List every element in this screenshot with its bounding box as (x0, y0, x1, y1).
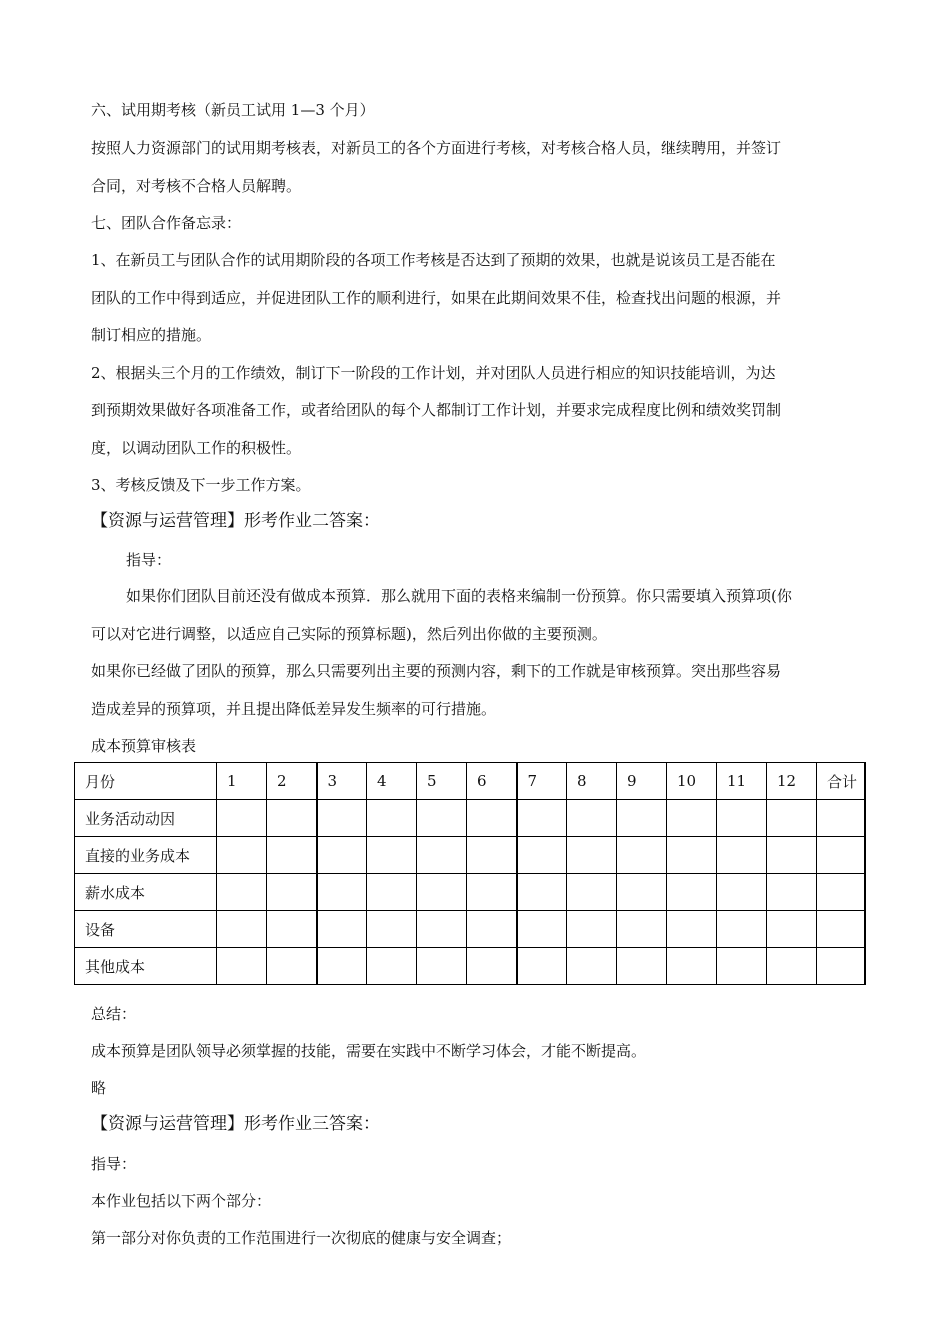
table-cell (367, 800, 417, 837)
summary-text: 成本预算是团队领导必须掌握的技能，需要在实践中不断学习体会，才能不断提高。 (91, 1042, 647, 1060)
table-cell (517, 911, 567, 948)
table-cell (367, 874, 417, 911)
section-6-body-line-1: 按照人力资源部门的试用期考核表，对新员工的各个方面进行考核，对考核合格人员，继续聘用，并签订 (91, 139, 782, 157)
table-row (75, 948, 865, 985)
section-7-item-2-line-2: 到预期效果做好各项准备工作，或者给团队的每个人都制订工作计划，并要求完成程度比例和绩效奖罚制 (91, 401, 782, 419)
table-cell (417, 800, 467, 837)
table-cell (217, 837, 267, 874)
table-cell (817, 800, 865, 837)
table-header-cell: 5 (417, 763, 467, 800)
table-header-cell: 11 (717, 763, 767, 800)
table-cell (267, 911, 317, 948)
table-cell (367, 948, 417, 985)
table-cell (517, 837, 567, 874)
table-row (75, 911, 865, 948)
hw3-guide-label: 指导： (91, 1155, 137, 1173)
table-cell (467, 800, 517, 837)
table-header-cell: 2 (267, 763, 317, 800)
table-header-cell: 6 (467, 763, 517, 800)
table-row (75, 837, 865, 874)
section-7-item-1-line-1: 1、在新员工与团队合作的试用期阶段的各项工作考核是否达到了预期的效果，也就是说该员工是否能在 (91, 251, 776, 269)
table-header-cell: 月份 (75, 763, 217, 800)
table-header-cell: 12 (767, 763, 817, 800)
table-cell (217, 800, 267, 837)
table-header-cell: 3 (317, 763, 367, 800)
table-cell (217, 874, 267, 911)
table-cell (567, 948, 617, 985)
table-cell (467, 911, 517, 948)
table-header-cell: 4 (367, 763, 417, 800)
hw2-guide-label: 指导： (126, 551, 172, 569)
table-row (75, 800, 865, 837)
table-cell (267, 800, 317, 837)
table-cell (517, 948, 567, 985)
table-cell (767, 800, 817, 837)
table-cell (417, 874, 467, 911)
hw3-title: 【资源与运营管理】形考作业三答案： (91, 1114, 380, 1134)
table-cell (767, 911, 817, 948)
table-cell (817, 911, 865, 948)
section-7-heading: 七、团队合作备忘录： (91, 214, 242, 232)
table-cell (767, 837, 817, 874)
table-cell (667, 948, 717, 985)
table-cell (267, 874, 317, 911)
table-cell (467, 837, 517, 874)
table-cell (767, 874, 817, 911)
section-7-item-2-line-3: 度，以调动团队工作的积极性。 (91, 439, 302, 457)
table-cell (717, 911, 767, 948)
table-cell (417, 911, 467, 948)
section-6-heading: 六、试用期考核（新员工试用 1—3 个月） (91, 101, 375, 119)
table-row-label: 其他成本 (75, 948, 217, 985)
summary-label: 总结： (91, 1005, 137, 1023)
table-row (75, 874, 865, 911)
table-cell (667, 874, 717, 911)
table-header-cell: 10 (667, 763, 717, 800)
table-cell (217, 948, 267, 985)
section-6-body-line-2: 合同，对考核不合格人员解聘。 (91, 177, 302, 195)
table-cell (317, 837, 367, 874)
table-cell (717, 874, 767, 911)
table-cell (667, 911, 717, 948)
section-7-item-1-line-3: 制订相应的措施。 (91, 326, 212, 344)
hw2-para-2-line-2: 造成差异的预算项，并且提出降低差异发生频率的可行措施。 (91, 700, 497, 718)
omitted-note: 略 (91, 1079, 107, 1097)
table-cell (717, 948, 767, 985)
table-cell (817, 837, 865, 874)
hw3-intro: 本作业包括以下两个部分： (91, 1192, 272, 1210)
table-cell (317, 948, 367, 985)
table-cell (467, 874, 517, 911)
section-7-item-1-line-2: 团队的工作中得到适应，并促进团队工作的顺利进行，如果在此期间效果不佳，检查找出问题的根源，并 (91, 289, 782, 307)
table-cell (267, 837, 317, 874)
table-cell (617, 911, 667, 948)
table-header-cell: 8 (567, 763, 617, 800)
section-7-item-3: 3、考核反馈及下一步工作方案。 (91, 476, 311, 494)
cost-budget-review-table (74, 762, 866, 985)
table-cell (667, 800, 717, 837)
hw3-part-1: 第一部分对你负责的工作范围进行一次彻底的健康与安全调查； (91, 1229, 512, 1247)
table-row-label: 业务活动动因 (75, 800, 217, 837)
table-cell (567, 837, 617, 874)
table-cell (467, 948, 517, 985)
table-cell (267, 948, 317, 985)
table-cell (817, 874, 865, 911)
table-row-label: 薪水成本 (75, 874, 217, 911)
table-cell (717, 837, 767, 874)
table-cell (517, 800, 567, 837)
cost-budget-table-title: 成本预算审核表 (91, 737, 197, 755)
hw2-para-2-line-1: 如果你已经做了团队的预算，那么只需要列出主要的预测内容，剩下的工作就是审核预算。突出那些容易 (91, 662, 782, 680)
hw2-para-1-line-2: 可以对它进行调整，以适应自己实际的预算标题)，然后列出你做的主要预测。 (91, 625, 607, 643)
table-cell (617, 874, 667, 911)
table-header-row (75, 763, 865, 800)
table-cell (617, 837, 667, 874)
table-cell (317, 800, 367, 837)
table-cell (317, 911, 367, 948)
table-cell (567, 800, 617, 837)
table-row-label: 直接的业务成本 (75, 837, 217, 874)
table-header-cell: 9 (617, 763, 667, 800)
hw2-para-1-line-1: 如果你们团队目前还没有做成本预算．那么就用下面的表格来编制一份预算。你只需要填入预算项(你 (126, 587, 792, 605)
table-cell (567, 874, 617, 911)
table-cell (567, 911, 617, 948)
table-cell (317, 874, 367, 911)
table-cell (417, 837, 467, 874)
table-cell (617, 800, 667, 837)
table-cell (817, 948, 865, 985)
table-cell (217, 911, 267, 948)
table-cell (367, 911, 417, 948)
table-cell (367, 837, 417, 874)
section-7-item-2-line-1: 2、根据头三个月的工作绩效，制订下一阶段的工作计划，并对团队人员进行相应的知识技能培训，为达 (91, 364, 776, 382)
table-header-cell: 合计 (817, 763, 865, 800)
table-cell (717, 800, 767, 837)
table-header-cell: 1 (217, 763, 267, 800)
table-cell (417, 948, 467, 985)
hw2-title: 【资源与运营管理】形考作业二答案： (91, 511, 380, 531)
table-row-label: 设备 (75, 911, 217, 948)
table-cell (667, 837, 717, 874)
table-header-cell: 7 (517, 763, 567, 800)
table-cell (767, 948, 817, 985)
table-cell (517, 874, 567, 911)
table-cell (617, 948, 667, 985)
